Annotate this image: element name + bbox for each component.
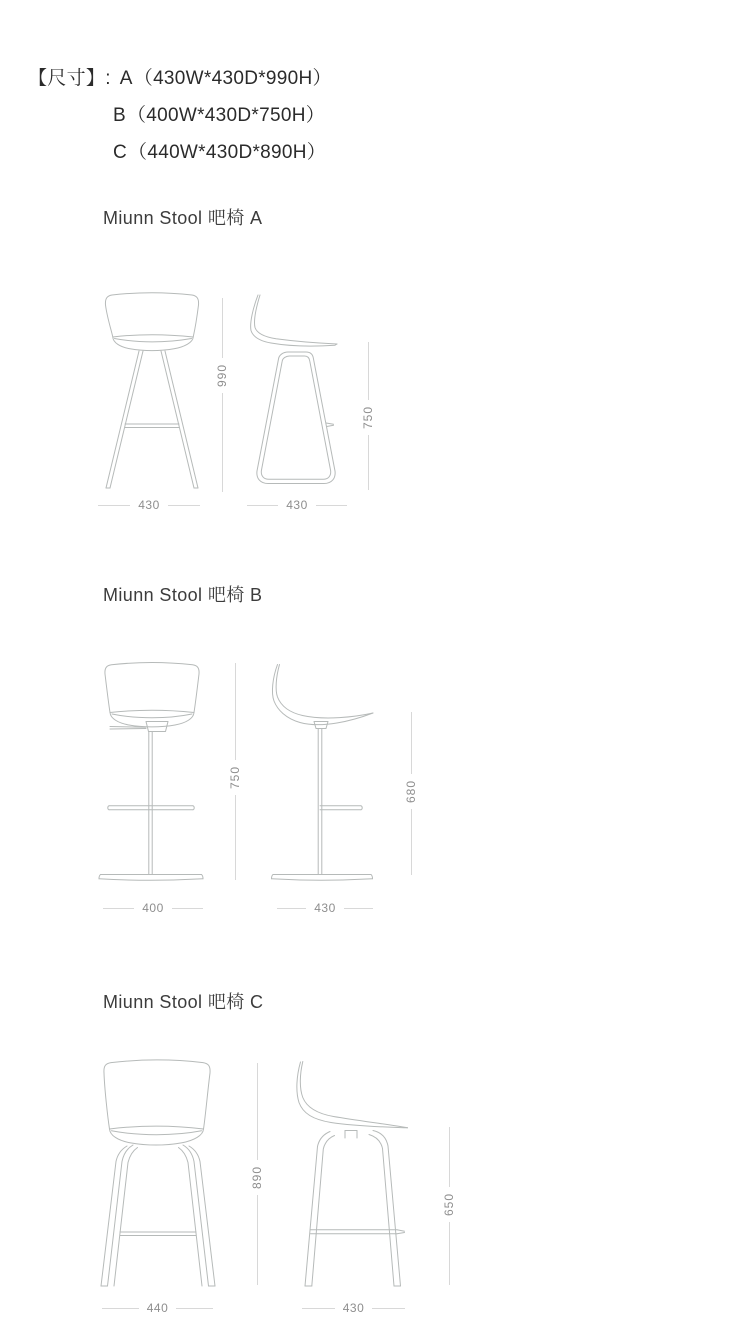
stool-a-front-seat — [105, 293, 198, 351]
stool-c-side-legs — [305, 1131, 405, 1287]
dim-line — [344, 908, 373, 909]
dim-line — [277, 908, 306, 909]
size-a-value: （430W*430D*990H） — [133, 68, 332, 89]
dim-line — [257, 1063, 258, 1160]
height-dim-label: 990 — [215, 364, 229, 388]
stool-a-side-width-dim — [247, 498, 347, 513]
stool-a-front-height-dim — [214, 298, 230, 492]
size-spec-line-c — [28, 134, 332, 171]
dim-line — [372, 1308, 405, 1309]
stool-c-front-view — [96, 1058, 220, 1294]
stool-b-front-pedestal — [99, 732, 203, 881]
stool-c-side-view — [293, 1058, 415, 1294]
stool-b-front-height-dim — [227, 663, 243, 880]
dim-line — [103, 908, 134, 909]
dim-line — [368, 342, 369, 400]
width-dim-label: 430 — [314, 901, 336, 915]
size-c-value: （440W*430D*890H） — [128, 142, 327, 163]
dim-line — [247, 505, 278, 506]
stool-c-side-height-dim — [441, 1127, 457, 1285]
size-spec-block — [28, 60, 332, 171]
height-dim-label: 890 — [250, 1166, 264, 1190]
stool-c-front-legs — [101, 1145, 215, 1286]
dim-line — [235, 795, 236, 880]
size-c-letter: C — [113, 142, 128, 163]
dim-line — [411, 712, 412, 774]
stool-c-front-width-dim — [102, 1301, 213, 1316]
stool-b-side-pedestal — [272, 729, 373, 881]
dim-line — [98, 505, 130, 506]
stool-a-side-seat — [251, 295, 337, 346]
size-spec-line-b — [28, 97, 332, 134]
stool-a-side-view — [243, 290, 347, 494]
height-dim-label: 650 — [442, 1193, 456, 1217]
dim-line — [449, 1222, 450, 1285]
stool-c-side-width-dim — [302, 1301, 405, 1316]
stool-a-front-width-dim — [98, 498, 200, 513]
dim-line — [222, 298, 223, 358]
stool-a-front-legs — [106, 351, 198, 488]
stool-c-front-height-dim — [249, 1063, 265, 1285]
stool-a-side-sled-base — [257, 352, 335, 484]
width-dim-label: 400 — [142, 901, 164, 915]
stool-a-side-height-dim — [360, 342, 376, 490]
dim-line — [168, 505, 200, 506]
stool-a-front-view — [96, 290, 208, 494]
stool-b-side-seat — [272, 665, 373, 729]
height-dim-label: 750 — [361, 406, 375, 430]
dim-line — [316, 505, 347, 506]
section-b-title: Miunn Stool 吧椅 B — [103, 585, 263, 605]
size-b-value: （400W*430D*750H） — [126, 105, 326, 126]
stool-b-front-seat — [105, 663, 199, 732]
dim-line — [368, 435, 369, 490]
dim-line — [411, 809, 412, 875]
height-dim-label: 750 — [228, 766, 242, 790]
width-dim-label: 430 — [138, 498, 160, 512]
size-spec-label: 【尺寸】: — [28, 68, 111, 89]
stool-b-side-width-dim — [277, 901, 373, 916]
dim-line — [449, 1127, 450, 1187]
height-dim-label: 680 — [404, 780, 418, 804]
section-a-title: Miunn Stool 吧椅 A — [103, 208, 263, 228]
stool-b-side-height-dim — [403, 712, 419, 875]
size-b-letter: B — [113, 105, 126, 126]
dim-line — [257, 1195, 258, 1285]
stool-c-side-seat — [297, 1062, 408, 1139]
dim-line — [176, 1308, 213, 1309]
dim-line — [222, 393, 223, 492]
size-spec-line-a — [28, 60, 332, 97]
stool-b-side-view — [267, 660, 381, 886]
stool-b-front-view — [96, 660, 212, 886]
stool-c-front-seat — [104, 1060, 210, 1145]
dim-line — [172, 908, 203, 909]
size-a-letter: A — [119, 68, 133, 89]
width-dim-label: 440 — [146, 1301, 169, 1315]
section-c-title: Miunn Stool 吧椅 C — [103, 992, 264, 1012]
width-dim-label: 430 — [286, 498, 308, 512]
width-dim-label: 430 — [342, 1301, 365, 1315]
dim-line — [302, 1308, 335, 1309]
dim-line — [102, 1308, 139, 1309]
dim-line — [235, 663, 236, 760]
stool-b-front-width-dim — [103, 901, 203, 916]
